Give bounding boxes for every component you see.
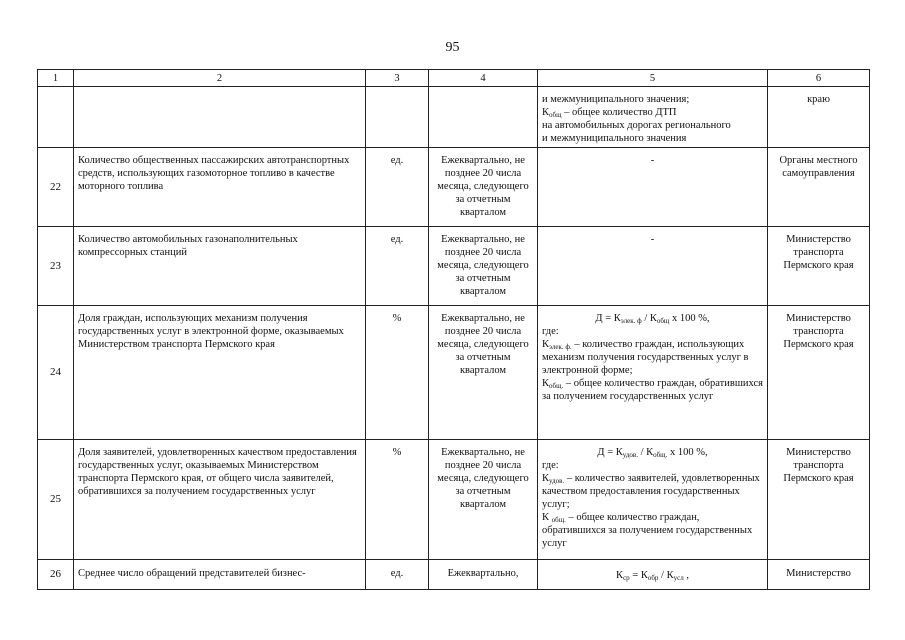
table-row: [38, 87, 870, 148]
unit-cell: ед.: [366, 148, 429, 227]
method-line: $К_{удов.}$ – количество заявителей, удовлетворенных качеством предоставления государственных услуг;: [542, 473, 760, 510]
period-cell: Ежеквартально, не позднее 20 числа месяца, следующего за отчетным кварталом: [429, 148, 538, 227]
period-cell: Ежеквартально, не позднее 20 числа месяца, следующего за отчетным кварталом: [429, 227, 538, 306]
method-cell: [538, 560, 768, 590]
responsible-cell: Министерство транспорта Пермского края: [768, 440, 870, 560]
row-number: 24: [38, 306, 74, 440]
header-cell: 3: [366, 70, 429, 87]
method-cell: [538, 227, 768, 306]
indicator-name: Количество общественных пассажирских автотранспортных средств, использующих газомоторное топливо в качестве моторного топлива: [74, 148, 366, 227]
method-cell: [538, 87, 768, 148]
indicator-name: Количество автомобильных газонаполнительных компрессорных станций: [74, 227, 366, 306]
method-line: [542, 106, 763, 119]
method-line: и межмуниципального значения;: [542, 94, 690, 105]
header-cell: 2: [74, 70, 366, 87]
table-row: [38, 227, 870, 306]
responsible-cell: Органы местного самоуправления: [768, 148, 870, 227]
unit-cell: %: [366, 306, 429, 440]
method-line: $К_{общ.}$ – общее количество граждан, обратившихся за получением государственных услуг: [542, 378, 763, 402]
unit-cell: %: [366, 440, 429, 560]
indicator-name: Доля граждан, использующих механизм получения государственных услуг в электронной форме, оказываемых Министерством транспорта Пермского края: [74, 306, 366, 440]
formula: $Д = К_{элек. ф} / К_{общ}$ х 100 %,: [595, 313, 710, 325]
row-number: [38, 87, 74, 148]
responsible-cell: Министерство транспорта Пермского края: [768, 227, 870, 306]
method-line: на автомобильных дорогах регионального: [542, 120, 731, 131]
indicators-table: [37, 69, 870, 590]
table-row: [38, 148, 870, 227]
method-line: и межмуниципального значения: [542, 133, 687, 144]
row-number: 23: [38, 227, 74, 306]
unit-cell: ед.: [366, 560, 429, 590]
responsible-cell: краю: [768, 87, 870, 148]
header-cell: 1: [38, 70, 74, 87]
responsible-cell: Министерство: [768, 560, 870, 590]
method-cell: [538, 148, 768, 227]
header-cell: 4: [429, 70, 538, 87]
table-row: [38, 440, 870, 560]
unit-cell: [366, 87, 429, 148]
table-header-row: [38, 70, 870, 87]
period-cell: [429, 87, 538, 148]
indicator-name: [74, 87, 366, 148]
dash-mark: -: [650, 234, 655, 245]
method-line: $К_{элек. ф.}$ – количество граждан, использующих механизм получения государственных услуг в электронной форме;: [542, 339, 749, 376]
method-line: К $_{общ.}$ – общее количество граждан, обратившихся за получением государственных услуг: [542, 512, 753, 549]
row-number: 26: [38, 560, 74, 590]
row-number: 22: [38, 148, 74, 227]
header-cell: 6: [768, 70, 870, 87]
period-cell: Ежеквартально, не позднее 20 числа месяца, следующего за отчетным кварталом: [429, 306, 538, 440]
indicator-name: Среднее число обращений представителей бизнес-: [74, 560, 366, 590]
row-number: 25: [38, 440, 74, 560]
dash-mark: -: [650, 155, 655, 166]
method-cell: [538, 440, 768, 560]
method-line: где:: [542, 326, 559, 337]
page-number: 95: [445, 40, 460, 55]
formula: $Д = К_{удов.} / К_{общ.}$ х 100 %,: [597, 447, 708, 459]
formula: $К_{ср} = К_{обр} / К_{усл}$ ,: [616, 570, 689, 582]
unit-cell: ед.: [366, 227, 429, 306]
period-cell: Ежеквартально,: [429, 560, 538, 590]
symbol-k: К: [542, 107, 550, 118]
indicator-name: Доля заявителей, удовлетворенных качеством предоставления государственных услуг, оказываемых Министерством транспорта Пермского края, от общего числа заявителей, обратившихся за получением государственных услуг: [74, 440, 366, 560]
header-cell: 5: [538, 70, 768, 87]
subscript: общ: [549, 111, 562, 119]
definition-text: – общее количество ДТП: [561, 107, 677, 118]
period-cell: Ежеквартально, не позднее 20 числа месяца, следующего за отчетным кварталом: [429, 440, 538, 560]
table-row: [38, 306, 870, 440]
method-cell: [538, 306, 768, 440]
responsible-cell: Министерство транспорта Пермского края: [768, 306, 870, 440]
method-line: где:: [542, 460, 559, 471]
table-row: [38, 560, 870, 590]
